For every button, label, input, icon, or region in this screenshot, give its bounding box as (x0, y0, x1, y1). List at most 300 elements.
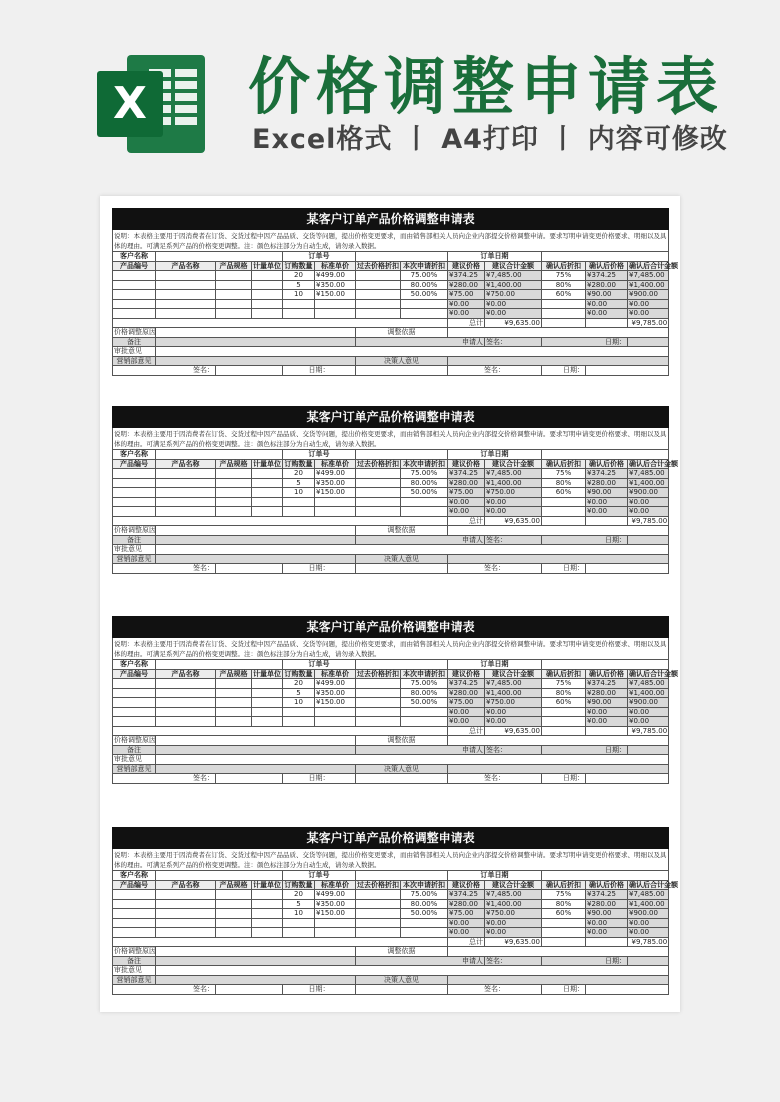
table-cell[interactable]: ¥150.00 (315, 290, 356, 300)
reason-field[interactable] (156, 526, 356, 536)
table-cell[interactable] (216, 899, 252, 909)
column-header: 确认后价格 (586, 459, 628, 469)
table-cell: ¥900.00 (628, 488, 669, 498)
table-cell[interactable]: 5 (283, 688, 315, 698)
table-cell[interactable]: 75% (542, 469, 586, 479)
table-cell[interactable] (252, 507, 283, 517)
column-header: 建议合计金额 (485, 261, 542, 271)
table-cell[interactable] (283, 497, 315, 507)
table-cell[interactable] (252, 497, 283, 507)
table-cell[interactable] (252, 717, 283, 727)
table-cell[interactable] (356, 899, 401, 909)
table-cell[interactable] (356, 717, 401, 727)
column-header: 产品规格 (216, 459, 252, 469)
table-cell[interactable] (252, 488, 283, 498)
table-cell[interactable] (356, 488, 401, 498)
table-cell[interactable] (113, 478, 156, 488)
table-cell[interactable] (401, 299, 448, 309)
page-subtitle: Excel格式 丨 A4打印 丨 内容可修改 (252, 124, 728, 155)
table-cell[interactable] (156, 507, 216, 517)
excel-logo-icon: X (97, 55, 205, 153)
table-cell[interactable] (542, 918, 586, 928)
table-cell[interactable] (542, 707, 586, 717)
table-cell[interactable] (113, 707, 156, 717)
order-no-field[interactable] (356, 871, 448, 881)
table-cell[interactable] (315, 309, 356, 319)
table-cell[interactable] (401, 507, 448, 517)
table-cell: ¥1,400.00 (485, 478, 542, 488)
table-cell[interactable] (356, 469, 401, 479)
table-cell[interactable]: ¥150.00 (315, 909, 356, 919)
table-cell[interactable] (252, 918, 283, 928)
customer-name-label: 客户名称 (113, 252, 156, 262)
table-cell[interactable] (283, 717, 315, 727)
table-cell[interactable] (156, 290, 216, 300)
form-title: 某客户订单产品价格调整申请表 (113, 617, 669, 638)
table-cell[interactable] (113, 909, 156, 919)
table-cell[interactable] (356, 928, 401, 938)
table-cell[interactable] (356, 688, 401, 698)
decision-label: 决策人意见 (356, 554, 448, 564)
table-cell: ¥0.00 (485, 507, 542, 517)
table-cell[interactable] (252, 707, 283, 717)
table-cell[interactable] (283, 707, 315, 717)
column-header: 标准单价 (315, 459, 356, 469)
table-cell[interactable] (315, 928, 356, 938)
table-cell[interactable] (252, 679, 283, 689)
table-cell[interactable] (156, 890, 216, 900)
table-cell: ¥0.00 (448, 707, 485, 717)
table-cell[interactable] (156, 299, 216, 309)
table-cell[interactable] (216, 280, 252, 290)
price-adjust-table (112, 406, 678, 574)
table-cell[interactable]: 75% (542, 271, 586, 281)
table-cell[interactable] (356, 478, 401, 488)
table-cell[interactable] (156, 909, 216, 919)
table-cell: ¥0.00 (485, 707, 542, 717)
table-cell: ¥750.00 (485, 698, 542, 708)
table-cell[interactable] (113, 717, 156, 727)
table-cell[interactable]: 20 (283, 271, 315, 281)
table-cell[interactable] (356, 309, 401, 319)
table-cell[interactable] (401, 928, 448, 938)
remark-field[interactable] (156, 337, 356, 347)
decision-label: 决策人意见 (356, 764, 448, 774)
print-preview-page (100, 196, 680, 1012)
sales-date-label: 日期： (283, 564, 356, 574)
sheet-1 (112, 208, 678, 376)
table-cell: ¥374.25 (586, 890, 628, 900)
table-cell[interactable] (216, 717, 252, 727)
order-date-label: 订单日期 (448, 871, 542, 881)
table-cell[interactable] (252, 928, 283, 938)
table-cell: ¥75.00 (448, 698, 485, 708)
table-cell[interactable] (401, 707, 448, 717)
applicant-label: 申请人 (356, 535, 485, 545)
table-cell[interactable] (252, 309, 283, 319)
table-cell[interactable] (113, 280, 156, 290)
table-cell[interactable] (216, 688, 252, 698)
table-cell[interactable] (216, 890, 252, 900)
table-cell[interactable]: ¥499.00 (315, 271, 356, 281)
table-cell[interactable] (156, 488, 216, 498)
table-cell[interactable] (283, 918, 315, 928)
table-cell[interactable] (252, 899, 283, 909)
table-cell[interactable] (216, 488, 252, 498)
table-cell[interactable] (216, 707, 252, 717)
customer-name-field[interactable] (156, 660, 283, 670)
table-cell[interactable]: 75% (542, 890, 586, 900)
order-date-label: 订单日期 (448, 660, 542, 670)
table-cell[interactable]: ¥150.00 (315, 488, 356, 498)
order-no-field[interactable] (356, 252, 448, 262)
price-adjust-table (112, 827, 678, 995)
table-cell: ¥900.00 (628, 290, 669, 300)
table-cell[interactable] (315, 707, 356, 717)
table-cell[interactable]: 20 (283, 469, 315, 479)
table-cell[interactable] (113, 507, 156, 517)
sales-opinion-field[interactable] (156, 356, 356, 366)
table-cell[interactable] (252, 299, 283, 309)
table-cell[interactable] (113, 469, 156, 479)
table-cell[interactable] (216, 507, 252, 517)
sales-sign-label: 签名： (113, 564, 216, 574)
column-header: 过去价格折扣 (357, 669, 399, 678)
table-cell[interactable] (542, 299, 586, 309)
table-cell[interactable] (542, 507, 586, 517)
table-cell[interactable] (156, 707, 216, 717)
reason-label: 价格调整原因 (114, 526, 156, 535)
table-cell: ¥0.00 (485, 299, 542, 309)
table-cell[interactable] (252, 469, 283, 479)
table-cell: ¥0.00 (586, 717, 628, 727)
table-cell[interactable] (216, 698, 252, 708)
table-cell[interactable] (156, 688, 216, 698)
table-cell[interactable] (156, 717, 216, 727)
table-cell[interactable] (252, 890, 283, 900)
total-confirmed: ¥9,785.00 (628, 516, 669, 526)
table-cell[interactable] (216, 909, 252, 919)
order-no-field[interactable] (356, 450, 448, 460)
table-cell[interactable] (113, 698, 156, 708)
table-cell[interactable]: 50.00% (401, 290, 448, 300)
customer-name-field[interactable] (156, 871, 283, 881)
table-cell[interactable]: 75.00% (401, 679, 448, 689)
table-cell: ¥75.00 (448, 909, 485, 919)
table-cell[interactable] (356, 280, 401, 290)
table-cell[interactable]: 60% (542, 290, 586, 300)
column-header: 订购数量 (284, 880, 313, 889)
table-cell[interactable] (252, 688, 283, 698)
table-cell[interactable] (216, 309, 252, 319)
table-row (113, 290, 669, 300)
table-cell: ¥280.00 (448, 688, 485, 698)
table-cell[interactable]: ¥350.00 (315, 688, 356, 698)
column-header: 产品规格 (216, 261, 252, 271)
approval-field[interactable] (156, 347, 669, 357)
reason-label: 价格调整原因 (114, 947, 156, 956)
table-cell[interactable]: 80% (542, 688, 586, 698)
decision-field[interactable] (448, 764, 669, 774)
table-cell[interactable] (156, 928, 216, 938)
table-cell[interactable] (216, 497, 252, 507)
price-adjust-table (112, 616, 678, 784)
table-cell[interactable] (315, 918, 356, 928)
table-cell[interactable] (156, 698, 216, 708)
table-cell[interactable] (216, 271, 252, 281)
table-cell[interactable]: 75.00% (401, 469, 448, 479)
table-cell[interactable]: 75.00% (401, 890, 448, 900)
customer-name-label: 客户名称 (113, 871, 156, 881)
table-cell[interactable] (283, 299, 315, 309)
table-cell[interactable]: ¥350.00 (315, 478, 356, 488)
table-cell[interactable] (252, 271, 283, 281)
table-cell[interactable] (113, 928, 156, 938)
table-cell[interactable] (113, 890, 156, 900)
order-no-field[interactable] (356, 660, 448, 670)
form-title: 某客户订单产品价格调整申请表 (113, 407, 669, 428)
customer-name-field[interactable] (156, 252, 283, 262)
table-cell[interactable] (156, 899, 216, 909)
total-confirmed: ¥9,785.00 (628, 726, 669, 736)
table-cell[interactable] (252, 698, 283, 708)
table-cell[interactable]: 50.00% (401, 909, 448, 919)
table-cell[interactable] (156, 280, 216, 290)
table-cell[interactable]: 80.00% (401, 899, 448, 909)
table-cell[interactable] (542, 309, 586, 319)
total-label: 总计 (448, 726, 485, 736)
table-cell[interactable] (113, 290, 156, 300)
table-cell[interactable] (113, 688, 156, 698)
table-cell[interactable]: ¥499.00 (315, 890, 356, 900)
table-cell: ¥0.00 (628, 497, 669, 507)
table-cell[interactable] (216, 679, 252, 689)
basis-label: 调整依据 (356, 526, 448, 536)
decision-field[interactable] (448, 356, 669, 366)
table-cell[interactable]: 20 (283, 679, 315, 689)
table-cell[interactable]: 10 (283, 290, 315, 300)
table-cell[interactable]: ¥350.00 (315, 899, 356, 909)
table-cell: ¥7,485.00 (628, 890, 669, 900)
reason-field[interactable] (156, 736, 356, 746)
table-cell[interactable] (315, 497, 356, 507)
decision-label: 决策人意见 (356, 975, 448, 985)
reason-field[interactable] (156, 947, 356, 957)
table-cell[interactable] (315, 717, 356, 727)
table-cell[interactable] (252, 290, 283, 300)
table-cell[interactable] (315, 299, 356, 309)
table-cell[interactable] (113, 497, 156, 507)
sales-opinion-field[interactable] (156, 554, 356, 564)
table-cell[interactable] (356, 497, 401, 507)
table-cell[interactable] (283, 309, 315, 319)
sales-opinion-field[interactable] (156, 975, 356, 985)
table-cell[interactable]: 10 (283, 698, 315, 708)
table-cell[interactable] (542, 497, 586, 507)
table-cell[interactable] (252, 280, 283, 290)
column-header: 过去价格折扣 (357, 880, 399, 889)
table-cell[interactable] (356, 679, 401, 689)
table-cell: ¥280.00 (586, 478, 628, 488)
table-cell[interactable] (156, 478, 216, 488)
sheet-3 (112, 616, 678, 784)
table-cell: ¥1,400.00 (485, 688, 542, 698)
table-cell[interactable]: 5 (283, 280, 315, 290)
table-cell[interactable] (156, 679, 216, 689)
table-cell[interactable] (113, 271, 156, 281)
table-cell[interactable] (216, 918, 252, 928)
customer-name-label: 客户名称 (113, 660, 156, 670)
table-cell[interactable]: ¥350.00 (315, 280, 356, 290)
order-date-field[interactable] (542, 871, 669, 881)
table-cell[interactable] (283, 928, 315, 938)
basis-field[interactable] (448, 526, 669, 536)
table-cell: ¥1,400.00 (628, 478, 669, 488)
basis-field[interactable] (448, 328, 669, 338)
order-date-field[interactable] (542, 660, 669, 670)
table-cell[interactable] (356, 918, 401, 928)
table-cell[interactable] (156, 918, 216, 928)
table-cell[interactable] (356, 271, 401, 281)
table-cell[interactable] (113, 299, 156, 309)
reason-field[interactable] (156, 328, 356, 338)
table-cell[interactable] (283, 507, 315, 517)
table-cell: ¥0.00 (586, 918, 628, 928)
applicant-label: 申请人 (356, 956, 485, 966)
table-row (113, 469, 669, 479)
table-row (113, 707, 669, 717)
product-rows (113, 890, 669, 938)
table-cell[interactable] (156, 497, 216, 507)
column-header-row (113, 669, 669, 679)
table-cell[interactable]: 75% (542, 679, 586, 689)
table-cell[interactable] (356, 290, 401, 300)
table-cell[interactable] (356, 698, 401, 708)
basis-field[interactable] (448, 947, 669, 957)
column-header: 建议价格 (448, 669, 485, 679)
page-title: 价格调整申请表 (248, 50, 725, 123)
form-description: 说明：本表格主要用于因消费者在订货、交货过程中因产品品质、交货等问题，提出价格变更要求，而由销售部相关人员向企业内部提交价格调整申请。要求写明申请变更价格要求、明细以及具体的理由。可满足系列产品的价格变更调整。注：颜色标注部分为自动生成，请勿录入数据。 (113, 638, 669, 660)
table-cell[interactable] (252, 478, 283, 488)
approval-field[interactable] (156, 966, 669, 976)
form-description: 说明：本表格主要用于因消费者在订货、交货过程中因产品品质、交货等问题，提出价格变更要求，而由销售部相关人员向企业内部提交价格调整申请。要求写明申请变更价格要求、明细以及具体的理由。可满足系列产品的价格变更调整。注：颜色标注部分为自动生成，请勿录入数据。 (113, 230, 669, 252)
table-cell[interactable] (401, 309, 448, 319)
order-date-field[interactable] (542, 252, 669, 262)
table-cell[interactable]: ¥150.00 (315, 698, 356, 708)
approval-field[interactable] (156, 755, 669, 765)
table-cell[interactable]: 80.00% (401, 280, 448, 290)
table-cell[interactable] (216, 299, 252, 309)
table-row (113, 899, 669, 909)
remark-field[interactable] (156, 956, 356, 966)
table-cell[interactable] (216, 469, 252, 479)
remark-field[interactable] (156, 745, 356, 755)
table-cell[interactable]: 10 (283, 488, 315, 498)
sales-opinion-field[interactable] (156, 764, 356, 774)
total-label: 总计 (448, 318, 485, 328)
table-cell[interactable]: 60% (542, 698, 586, 708)
table-cell[interactable]: 20 (283, 890, 315, 900)
table-cell[interactable]: 80.00% (401, 478, 448, 488)
approval-label: 审批意见 (113, 755, 156, 765)
table-cell[interactable]: 75.00% (401, 271, 448, 281)
table-cell[interactable]: 10 (283, 909, 315, 919)
table-cell: ¥7,485.00 (485, 679, 542, 689)
table-cell[interactable]: 5 (283, 478, 315, 488)
decision-field[interactable] (448, 975, 669, 985)
table-cell: ¥0.00 (485, 309, 542, 319)
table-cell[interactable] (356, 507, 401, 517)
customer-name-field[interactable] (156, 450, 283, 460)
total-label: 总计 (448, 516, 485, 526)
table-cell: ¥0.00 (448, 717, 485, 727)
table-cell[interactable]: 80% (542, 899, 586, 909)
table-cell[interactable] (315, 507, 356, 517)
table-cell[interactable] (113, 918, 156, 928)
table-cell[interactable]: 80% (542, 280, 586, 290)
table-cell[interactable] (216, 478, 252, 488)
table-cell[interactable]: 50.00% (401, 698, 448, 708)
approval-label: 审批意见 (113, 347, 156, 357)
table-cell[interactable] (156, 271, 216, 281)
table-cell[interactable] (113, 679, 156, 689)
remark-field[interactable] (156, 535, 356, 545)
decision-field[interactable] (448, 554, 669, 564)
order-no-label: 订单号 (283, 660, 356, 670)
table-cell[interactable] (401, 717, 448, 727)
table-cell: ¥0.00 (586, 497, 628, 507)
form-description: 说明：本表格主要用于因消费者在订货、交货过程中因产品品质、交货等问题，提出价格变更要求，而由销售部相关人员向企业内部提交价格调整申请。要求写明申请变更价格要求、明细以及具体的理由。可满足系列产品的价格变更调整。注：颜色标注部分为自动生成，请勿录入数据。 (113, 428, 669, 450)
column-header: 确认后合计金额 (629, 459, 678, 468)
remark-label: 备注 (113, 337, 156, 347)
table-cell[interactable] (156, 469, 216, 479)
table-cell[interactable]: 5 (283, 899, 315, 909)
table-cell[interactable]: 80% (542, 478, 586, 488)
table-cell: ¥280.00 (448, 478, 485, 488)
approval-field[interactable] (156, 545, 669, 555)
table-cell[interactable] (542, 928, 586, 938)
column-header: 建议价格 (448, 459, 485, 469)
table-cell[interactable]: ¥499.00 (315, 679, 356, 689)
table-cell[interactable] (156, 309, 216, 319)
table-cell[interactable] (216, 290, 252, 300)
column-header: 过去价格折扣 (357, 459, 399, 468)
basis-field[interactable] (448, 736, 669, 746)
table-cell[interactable] (401, 918, 448, 928)
sales-date-label: 日期： (283, 366, 356, 376)
order-date-field[interactable] (542, 450, 669, 460)
table-cell[interactable] (113, 309, 156, 319)
table-cell[interactable]: 60% (542, 488, 586, 498)
table-cell[interactable] (356, 909, 401, 919)
table-cell[interactable] (356, 707, 401, 717)
table-cell[interactable] (216, 928, 252, 938)
table-cell: ¥0.00 (485, 918, 542, 928)
table-cell[interactable] (356, 299, 401, 309)
table-cell[interactable] (356, 890, 401, 900)
table-cell[interactable] (401, 497, 448, 507)
table-cell[interactable]: ¥499.00 (315, 469, 356, 479)
table-cell[interactable] (542, 717, 586, 727)
table-cell[interactable] (113, 899, 156, 909)
table-cell[interactable]: 50.00% (401, 488, 448, 498)
table-cell[interactable] (252, 909, 283, 919)
table-cell[interactable]: 80.00% (401, 688, 448, 698)
table-cell[interactable] (113, 488, 156, 498)
table-cell[interactable]: 60% (542, 909, 586, 919)
column-header: 产品名称 (156, 880, 216, 890)
sales-sign-label: 签名： (113, 774, 216, 784)
